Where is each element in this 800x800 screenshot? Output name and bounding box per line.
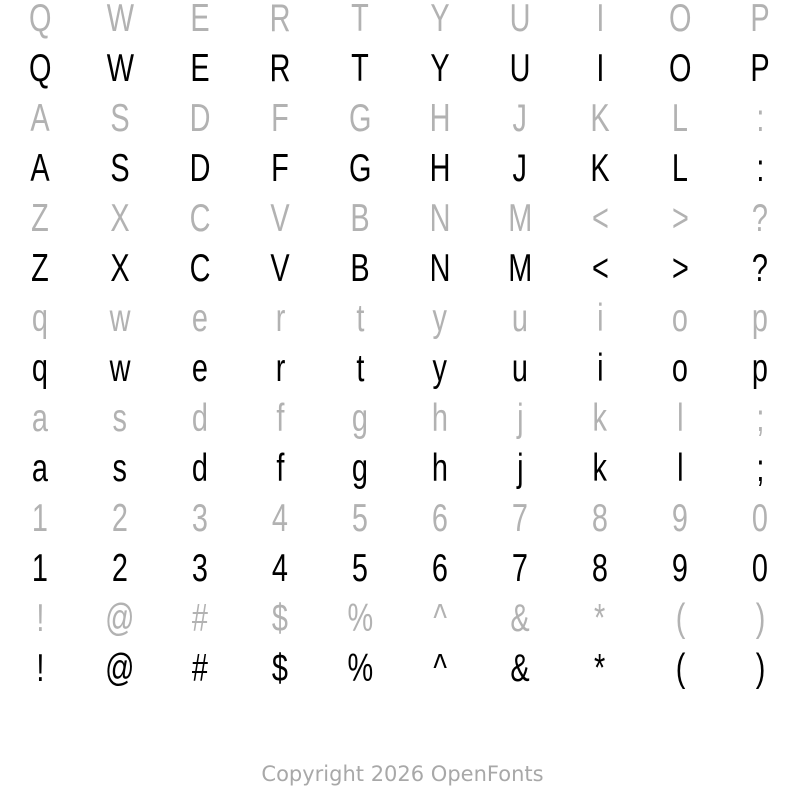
glyph-cell (240, 594, 320, 644)
glyph-cell (560, 594, 640, 644)
glyph-cell (720, 94, 800, 144)
glyph-cell (400, 94, 480, 144)
glyph: 0 (751, 497, 769, 540)
glyph: f (275, 447, 285, 490)
glyph-cell (720, 0, 800, 44)
glyph-cell (640, 494, 720, 544)
glyph: j (516, 397, 524, 440)
glyph-cell (400, 594, 480, 644)
glyph: I (595, 47, 605, 90)
glyph-cell (640, 0, 720, 44)
glyph: ^ (433, 597, 447, 640)
glyph-cell (560, 444, 640, 494)
glyph: u (511, 347, 529, 390)
glyph: Q (28, 47, 52, 90)
glyph-cell (160, 294, 240, 344)
glyph-cell (400, 0, 480, 44)
glyph-cell (400, 244, 480, 294)
glyph-cell (400, 294, 480, 344)
glyph: M (507, 247, 533, 290)
glyph-cell (240, 44, 320, 94)
glyph: : (755, 147, 765, 190)
glyph-cell (320, 544, 400, 594)
glyph: % (347, 647, 373, 690)
glyph-cell (0, 94, 80, 144)
glyph: $ (271, 647, 289, 690)
glyph-cell (640, 344, 720, 394)
glyph: U (509, 47, 531, 90)
glyph: M (507, 197, 533, 240)
glyph-cell (640, 394, 720, 444)
glyph: > (671, 197, 689, 240)
glyph-cell (560, 94, 640, 144)
glyph: ( (675, 597, 685, 640)
glyph: 2 (111, 497, 129, 540)
glyph: ) (755, 597, 765, 640)
glyph-cell (240, 394, 320, 444)
glyph-cell (480, 0, 560, 44)
glyph-cell (320, 494, 400, 544)
glyph-cell (720, 144, 800, 194)
glyph: * (594, 647, 606, 690)
glyph-cell (240, 294, 320, 344)
glyph: 0 (751, 547, 769, 590)
glyph: 6 (431, 547, 449, 590)
glyph: F (271, 97, 289, 140)
glyph-cell (480, 244, 560, 294)
glyph: J (512, 147, 528, 190)
glyph-cell (320, 44, 400, 94)
glyph: i (596, 297, 604, 340)
glyph: 2 (111, 547, 129, 590)
glyph-cell (640, 294, 720, 344)
glyph: e (191, 297, 209, 340)
glyph-cell (80, 144, 160, 194)
glyph: $ (271, 597, 289, 640)
glyph-cell (240, 144, 320, 194)
footer-copyright-text: Copyright 2026 OpenFonts (261, 762, 544, 786)
glyph-cell (480, 444, 560, 494)
glyph-cell (480, 394, 560, 444)
glyph: 9 (671, 497, 689, 540)
glyph: N (429, 197, 451, 240)
glyph: X (110, 197, 130, 240)
glyph: H (429, 147, 451, 190)
glyph: S (110, 147, 130, 190)
glyph: J (512, 97, 528, 140)
glyph-cell (240, 0, 320, 44)
glyph-cell (720, 644, 800, 694)
glyph-cell (720, 594, 800, 644)
glyph: D (189, 97, 211, 140)
glyph-cell (160, 594, 240, 644)
glyph: E (190, 0, 210, 40)
glyph: P (750, 47, 770, 90)
glyph-row-muted (0, 194, 800, 244)
glyph: l (676, 397, 684, 440)
glyph-cell (80, 94, 160, 144)
glyph: i (596, 347, 604, 390)
glyph: 3 (191, 497, 209, 540)
glyph-cell (720, 44, 800, 94)
glyph-cell (480, 44, 560, 94)
glyph: t (355, 347, 365, 390)
glyph: T (351, 47, 369, 90)
glyph-cell (0, 544, 80, 594)
glyph: A (30, 97, 50, 140)
glyph-cell (400, 194, 480, 244)
glyph: s (112, 397, 128, 440)
glyph-cell (720, 294, 800, 344)
glyph: # (191, 597, 209, 640)
glyph: ) (755, 647, 765, 690)
glyph: ( (675, 647, 685, 690)
glyph: V (270, 197, 290, 240)
glyph: 3 (191, 547, 209, 590)
glyph-cell (480, 294, 560, 344)
glyph-cell (0, 344, 80, 394)
glyph-cell (720, 544, 800, 594)
glyph-cell (560, 294, 640, 344)
glyph: R (269, 0, 291, 40)
glyph: a (31, 447, 49, 490)
glyph-row-ink (0, 244, 800, 294)
glyph-cell (160, 44, 240, 94)
glyph: N (429, 247, 451, 290)
glyph-cell (400, 394, 480, 444)
glyph: j (516, 447, 524, 490)
glyph-cell (80, 394, 160, 444)
glyph-cell (320, 94, 400, 144)
glyph: F (271, 147, 289, 190)
glyph-cell (400, 444, 480, 494)
glyph-cell (400, 144, 480, 194)
glyph-cell (560, 0, 640, 44)
glyph-cell (560, 544, 640, 594)
glyph: E (190, 47, 210, 90)
glyph: A (30, 147, 50, 190)
glyph: 7 (511, 497, 529, 540)
glyph-cell (560, 394, 640, 444)
glyph: d (191, 447, 209, 490)
glyph-cell (560, 144, 640, 194)
glyph-cell (400, 344, 480, 394)
glyph: o (671, 297, 689, 340)
glyph-cell (160, 394, 240, 444)
glyph: s (112, 447, 128, 490)
glyph: H (429, 97, 451, 140)
glyph-cell (400, 644, 480, 694)
glyph: < (591, 247, 609, 290)
glyph-cell (0, 594, 80, 644)
glyph-cell (720, 444, 800, 494)
glyph: G (348, 97, 372, 140)
glyph: L (671, 147, 689, 190)
glyph: # (191, 647, 209, 690)
glyph: l (676, 447, 684, 490)
glyph-cell (160, 244, 240, 294)
glyph: Y (430, 0, 450, 40)
glyph-cell (320, 344, 400, 394)
glyph: w (109, 297, 131, 340)
glyph: k (592, 447, 608, 490)
glyph-cell (560, 494, 640, 544)
glyph-cell (240, 244, 320, 294)
glyph-cell (0, 0, 80, 44)
glyph: B (350, 247, 370, 290)
glyph-cell (160, 494, 240, 544)
glyph-cell (480, 544, 560, 594)
glyph-row-muted (0, 0, 800, 44)
glyph-cell (640, 544, 720, 594)
glyph-row-ink (0, 544, 800, 594)
glyph: d (191, 397, 209, 440)
glyph: ; (755, 447, 765, 490)
glyph: C (189, 247, 211, 290)
glyph-cell (160, 194, 240, 244)
glyph-row-ink (0, 444, 800, 494)
glyph: G (348, 147, 372, 190)
glyph-cell (160, 344, 240, 394)
glyph: ? (751, 247, 769, 290)
glyph: t (355, 297, 365, 340)
glyph: 4 (271, 497, 289, 540)
glyph-cell (80, 594, 160, 644)
glyph: @ (105, 647, 135, 690)
glyph: B (350, 197, 370, 240)
glyph: U (509, 0, 531, 40)
glyph-cell (0, 644, 80, 694)
glyph-row-muted (0, 494, 800, 544)
glyph: Z (31, 247, 49, 290)
glyph-cell (80, 44, 160, 94)
glyph-cell (160, 444, 240, 494)
glyph-cell (80, 444, 160, 494)
glyph: ? (751, 197, 769, 240)
glyph-cell (320, 0, 400, 44)
glyph-cell (80, 344, 160, 394)
glyph: 8 (591, 497, 609, 540)
glyph-cell (480, 494, 560, 544)
glyph: Q (28, 0, 52, 40)
glyph-cell (640, 144, 720, 194)
glyph-cell (480, 644, 560, 694)
glyph-cell (160, 144, 240, 194)
glyph-cell (320, 394, 400, 444)
glyph-cell (480, 594, 560, 644)
glyph-cell (0, 444, 80, 494)
glyph: K (590, 97, 610, 140)
glyph: L (671, 97, 689, 140)
glyph-cell (240, 494, 320, 544)
glyph: < (591, 197, 609, 240)
glyph: V (270, 247, 290, 290)
glyph: h (431, 397, 449, 440)
glyph-cell (720, 394, 800, 444)
glyph-cell (720, 194, 800, 244)
glyph-row-muted (0, 294, 800, 344)
glyph-cell (640, 194, 720, 244)
glyph: 5 (351, 497, 369, 540)
glyph-cell (80, 294, 160, 344)
glyph-cell (400, 44, 480, 94)
glyph: * (594, 597, 606, 640)
glyph-cell (240, 344, 320, 394)
glyph-row-muted (0, 94, 800, 144)
glyph-cell (640, 44, 720, 94)
glyph-cell (80, 0, 160, 44)
glyph-cell (640, 594, 720, 644)
glyph-cell (720, 344, 800, 394)
glyph-row-ink (0, 644, 800, 694)
glyph: 8 (591, 547, 609, 590)
glyph-cell (320, 444, 400, 494)
glyph: h (431, 447, 449, 490)
glyph-cell (560, 194, 640, 244)
glyph-cell (240, 444, 320, 494)
glyph-cell (160, 94, 240, 144)
glyph-cell (240, 544, 320, 594)
glyph: r (275, 297, 285, 340)
glyph-cell (160, 644, 240, 694)
glyph-cell (560, 244, 640, 294)
glyph: C (189, 197, 211, 240)
glyph-cell (0, 494, 80, 544)
glyph-cell (0, 44, 80, 94)
glyph-cell (80, 544, 160, 594)
glyph-row-muted (0, 594, 800, 644)
glyph-cell (0, 144, 80, 194)
glyph-cell (240, 644, 320, 694)
glyph-cell (160, 544, 240, 594)
glyph: W (106, 47, 134, 90)
glyph: I (595, 0, 605, 40)
glyph-cell (80, 194, 160, 244)
glyph-cell (0, 294, 80, 344)
glyph-cell (320, 594, 400, 644)
glyph: g (351, 397, 369, 440)
glyph: @ (105, 597, 135, 640)
glyph: 4 (271, 547, 289, 590)
glyph-cell (240, 194, 320, 244)
glyph: K (590, 147, 610, 190)
glyph-cell (0, 394, 80, 444)
glyph: ; (755, 397, 765, 440)
glyph: 7 (511, 547, 529, 590)
glyph-cell (320, 194, 400, 244)
glyph: o (671, 347, 689, 390)
glyph: a (31, 397, 49, 440)
glyph: f (275, 397, 285, 440)
glyph-cell (400, 494, 480, 544)
glyph-cell (80, 494, 160, 544)
glyph: g (351, 447, 369, 490)
glyph-cell (160, 0, 240, 44)
glyph: 6 (431, 497, 449, 540)
glyph-cell (320, 294, 400, 344)
glyph-cell (640, 244, 720, 294)
glyph-row-ink (0, 44, 800, 94)
glyph: T (351, 0, 369, 40)
glyph-cell (400, 544, 480, 594)
glyph: W (106, 0, 134, 40)
glyph-cell (480, 194, 560, 244)
glyph-cell (720, 494, 800, 544)
glyph: ^ (433, 647, 447, 690)
glyph: w (109, 347, 131, 390)
glyph: > (671, 247, 689, 290)
glyph-cell (560, 344, 640, 394)
glyph: & (510, 597, 530, 640)
glyph: O (668, 0, 692, 40)
glyph-cell (640, 644, 720, 694)
glyph: X (110, 247, 130, 290)
glyph-cell (320, 244, 400, 294)
glyph: S (110, 97, 130, 140)
glyph-cell (640, 94, 720, 144)
glyph: 9 (671, 547, 689, 590)
glyph-cell (80, 244, 160, 294)
glyph: Y (430, 47, 450, 90)
glyph-cell (560, 44, 640, 94)
glyph-cell (0, 244, 80, 294)
glyph: p (751, 297, 769, 340)
glyph: u (511, 297, 529, 340)
glyph-cell (0, 194, 80, 244)
glyph: y (432, 297, 448, 340)
glyph-cell (480, 94, 560, 144)
glyph-cell (640, 444, 720, 494)
glyph: 1 (31, 547, 49, 590)
glyph-cell (80, 644, 160, 694)
glyph-cell (240, 94, 320, 144)
glyph: O (668, 47, 692, 90)
glyph: R (269, 47, 291, 90)
glyph: p (751, 347, 769, 390)
glyph: e (191, 347, 209, 390)
glyph-cell (480, 344, 560, 394)
glyph: q (31, 297, 49, 340)
glyph-row-muted (0, 394, 800, 444)
glyph: ! (35, 647, 45, 690)
glyph: Z (31, 197, 49, 240)
glyph: P (750, 0, 770, 40)
glyph: ! (35, 597, 45, 640)
glyph-row-ink (0, 344, 800, 394)
glyph: % (347, 597, 373, 640)
glyph: k (592, 397, 608, 440)
glyph: q (31, 347, 49, 390)
glyph-cell (480, 144, 560, 194)
glyph: 5 (351, 547, 369, 590)
glyph-cell (320, 644, 400, 694)
glyph: D (189, 147, 211, 190)
glyph: y (432, 347, 448, 390)
glyph-cell (720, 244, 800, 294)
glyph-cell (320, 144, 400, 194)
glyph: : (755, 97, 765, 140)
glyph: r (275, 347, 285, 390)
glyph-row-ink (0, 144, 800, 194)
glyph: 1 (31, 497, 49, 540)
glyph-cell (560, 644, 640, 694)
glyph: & (510, 647, 530, 690)
